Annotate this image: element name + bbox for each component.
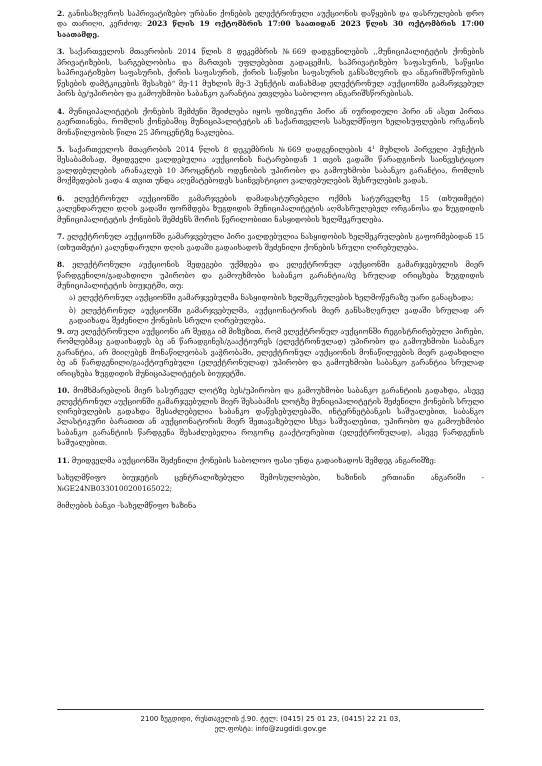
document-body xyxy=(57,9,484,519)
paragraph-number: 8. xyxy=(57,260,65,270)
paragraph-11 xyxy=(57,456,484,466)
paragraph-text: საქართველოს მთავრობის 2014 წლის 8 დეკემბრის №669 დადგენილების 4 xyxy=(64,144,372,154)
footer xyxy=(57,714,484,734)
paragraph-number: 4. xyxy=(57,106,65,116)
paragraph-text: მუიდველმა აუქციონში შეძენილი ქონების საბოლოო ფასი უნდა გადაიხადოს შემდეგ ანგარიშზე: xyxy=(69,455,437,465)
paragraph-number: 3. xyxy=(57,47,65,57)
paragraph-text: ელექტრონული აუქციონის შედეგები უქმდება და ელექტრონულ აუქციონში გამარჯვებულის მიერ წარდგენილი/გადახდილი უპირობო და გამოუხმობი საბანკო გარანტია/ბე სრულად ირიცხება ზუგდიდის მუნიციპალიტეტის ბიუჯეტში, თუ: xyxy=(57,260,484,290)
paragraph-text: მუნიციპალიტეტის ქონების შემძენი შეიძლება იყოს ფიზიკური პირი ან იურიდიული პირი ან ასეთ პირთა გაერთიანება, რომლის ქონებაშიც მუნიციპალიტეტის ან საქართველოს სახელმწიფო ხელისუფლების ორგანოს მონაწილეობის წილი 25 პროცენტზე ნაკლებია. xyxy=(57,106,484,137)
paragraph-6 xyxy=(57,194,484,225)
paragraph-number: 7. xyxy=(57,232,65,242)
paragraph-number: 6. xyxy=(57,193,65,203)
paragraph-text: მომხმარებლის მიერ სასურველ ლოტზე ბეს/უპირობო და გამოუხმობი საბანკო გარანტიის გადახდა, ასევე ელექტრონულ აუქციონში გამარჯვებულის მიერ შესაბამის ლოტზე მუნიციპალიტეტის შეძენილი ქონების სრული ღირებულების გადახდა შესაძლებელია საბანკო დაწესებულებაში, ინტერნეტბანკის საშუალებით, საბანკო პლასტიკური ბარათით ან აუქციონატორის მიერ შეთავაზებული სხვა საშუალებით, უპირობო და გამოუხმობი საბანკო გარანტიის წარდგენა შესაძლებელია როგორც გააქტიურებით (ელექტრონულად), ასევე წარდგენის საშუალებით. xyxy=(57,386,484,448)
paragraph-4 xyxy=(57,107,484,138)
paragraph-number: 5. xyxy=(57,144,65,154)
footer-divider xyxy=(57,709,484,710)
paragraph-text: განისაზღვროს საპრივატიზებო ურბანი ქონების ელექტრონული აუქციონის დაწყების და დასრულების დრო და თარიღი, კერძოდ: xyxy=(57,9,484,29)
paragraph-8-item-b: ბ) ელექტრონულ აუქციონში გამარჯვებულმა, აუქციონატორის მიერ განსაზღვრულ ვადაში სრულად არ გადაიხადა შეძენილი ქონების სრული ღირებულება. xyxy=(69,305,484,326)
paragraph-9 xyxy=(57,327,484,379)
superscript: 1 xyxy=(371,144,375,151)
paragraph-number: 2. xyxy=(57,9,65,18)
paragraph-7 xyxy=(57,232,484,253)
recipient-bank: მიმღების ბანკი -სახელმწიფო ხაზინა xyxy=(57,501,197,511)
paragraph-number: 10. xyxy=(57,386,70,396)
paragraph-3 xyxy=(57,47,484,99)
paragraph-8 xyxy=(57,260,484,291)
paragraph-5 xyxy=(57,145,484,187)
paragraph-2 xyxy=(57,9,484,40)
paragraph-text-cont: მუხლის პირველი პუნქტის შესაბამისად, მყიდველი ვალდებულია აუქციონის ჩატარებიდან 1 თვის ვადაში წარადგინოს საინვესტიციო ვალდებულების არანაკლებ 10 პროცენტის ოდენობის უპირობო და გამოუხმობი საბანკო გარანტია, რომლის მოქმედების ვადა 4 თვით უნდა აღემატებოდეს საინვესტიციო ვალდებულების შესრულების ვადას. xyxy=(57,144,484,186)
paragraph-text: საქართველოს მთავრობის 2014 წლის 8 დეკემბრის №669 დადგენილების ,,მუნიციპალიტეტის ქონების პრივატიზების, სარგებლობისა და მართვის უფლებებით გადაცემის, საპრივატიზებო საფასურის, საწყისი საპრივატიზებო საფასურის, ქირის საფასურის, ქირის საწყისი საფასურის განსაზღვრის და ანგარიშსწორების წესების დამტკიცების შესახებ“ მე-11 მუხლის მე-3 პუნქტის თანახმად ელექტრონულ აუქციონში გამარჯვებულ პირს ბე/უპირობო და გამოუხმობი საბანკო გარანტია ეთვლება საბოლოო ანგარიშსწორებისას. xyxy=(57,47,484,99)
paragraph-text: ელექტრონულ აუქციონში გამარჯვებული პირი ვალდებულია ნასყიდობის ხელშეკრულების გაფორმებიდან 15 (თხუთმეტი) კალენდარული დღის ვადაში გადაიხადოს შეძენილი ქონების სრული ღირებულება. xyxy=(57,232,484,252)
paragraph-number: 11. xyxy=(57,455,70,465)
footer-address: 2100 ზუგდიდი, რუსთაველის ქ.90. ტელ: (0415) 25 01 23, (0415) 22 21 03, xyxy=(140,715,401,723)
paragraph-text: ელექტრონულ აუქციონში გამარჯვების დამადასტურებელი ოქმის სატურველზე 15 (თხუთმეტი) კალენდარული დღის ვადაში ფორმდება ზუგდიდის მუნიციპალიტეტის აღმასრულებელ ორგანოსა და ზუგდიდის მუნიციპალიტეტის ქონების შემძენს შორის წერილობითი ნასყიდობის ხელშეკრულება. xyxy=(57,193,484,224)
paragraph-text: თუ ელექტრონული აუქციონი არ შედგა იმ მიზეზით, რომ ელექტრონულ აუქციონში რეგისტრირებული პირები, რომლებმაც გადაიხადეს ბე ან წარადგინეს/გააქტიურეს (ელექტრონულად) უპირობო და გამოუხმობი საბანკო გარანტია, არ მიიღებენ მონაწილეობას ვაჭრობაში, ელექტრონულ აუქციონის მონაწილეების მიერ გადახდილი ბე ან წარდგენილი/გააქტიურებული (ელექტრონულად) უპირობო და გამოუხმობი საბანკო გარანტია სრულად ირიცხება ზუგდიდის მუნიციპალიტეტის ბიუჯეტში. xyxy=(57,326,484,378)
paragraph-8-item-a: ა) ელექტრონულ აუქციონში გამარჯვებულმა ნასყიდობის ხელშეკრულების ხელმოწერაზე უარი განაცხადა; xyxy=(69,293,474,303)
treasury-account: სახელმწიფო ბიუჯეტის ცენტრალიზებული შემოსულობები, ხაზინის ერთიანი ანგარიში - №GE24NB0330100200165022; xyxy=(57,473,484,493)
footer-email: ელ.ფოსტა: info@zugdidi.gov.ge xyxy=(214,725,327,733)
auction-period: 2023 წლის 19 ოქტომბრის 17:00 საათიდან 2023 წლის 30 ოქტომბრის 17:00 საათამდე. xyxy=(57,19,484,39)
paragraph-10 xyxy=(57,386,484,449)
paragraph-number: 9. xyxy=(57,326,65,336)
